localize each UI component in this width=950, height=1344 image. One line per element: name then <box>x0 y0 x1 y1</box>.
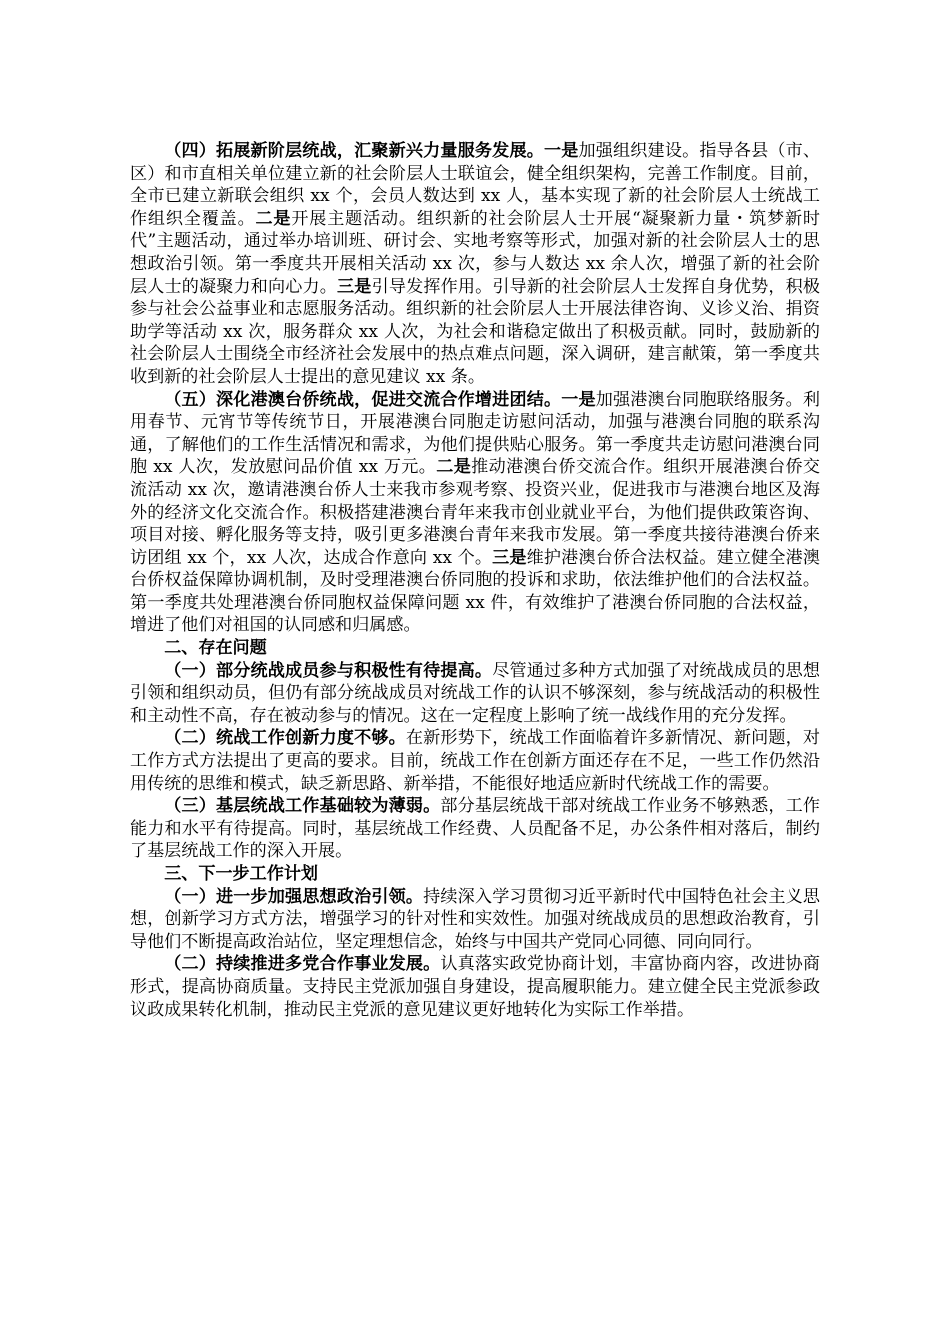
document-body <box>130 140 820 1021</box>
paragraph-text: 加强港澳台同胞联络服务。利用春节、元宵节等传统节日，开展港澳台同胞走访慰问活动，加强与港澳台同胞的联系沟通，了解他们的工作生活情况和需求，为他们提供贴心服务。第一季度共走访慰问港澳台同胞 xx 人次，发放慰问品价值 xx 万元。 <box>130 389 821 478</box>
paragraph-lead: （一）部分统战成员参与积极性有待提高。 <box>164 660 493 681</box>
emphasis-label: 三是 <box>337 276 372 297</box>
paragraph-lead: （五）深化港澳台侨统战，促进交流合作增进团结。 <box>164 389 562 410</box>
body-paragraph <box>130 727 820 795</box>
body-paragraph <box>130 886 820 954</box>
emphasis-label: 一是 <box>543 141 579 161</box>
paragraph-text: 推动港澳台侨交流合作。组织开展港澳台侨交流活动 xx 次，邀请港澳台侨人士来我市参观考察、投资兴业，促进我市与港澳台地区及海外的经济文化交流合作。积极搭建港澳台青年来我市创业就业平台，为他们提供政策咨询、项目对接、孵化服务等支持，吸引更多港澳台青年来我市发展。第一季度共接待港澳台侨来访团组 xx 个，xx 人次，达成合作意向 xx 个。 <box>130 457 821 568</box>
paragraph-text: 部分基层统战干部对统战工作业务不够熟悉，工作能力和水平有待提高。同时，基层统战工作经费、人员配备不足，办公条件相对落后，制约了基层统战工作的深入开展。 <box>130 796 820 862</box>
body-paragraph <box>130 795 820 863</box>
emphasis-label: 二是 <box>255 208 292 229</box>
section-heading: 二、存在问题 <box>164 638 267 659</box>
paragraph-lead: （四）拓展新阶层统战，汇聚新兴力量服务发展。 <box>164 141 544 161</box>
paragraph-text: 尽管通过多种方式加强了对统战成员的思想引领和组织动员，但仍有部分统战成员对统战工作的认识不够深刻，参与统战活动的积极性和主动性不高，存在被动参与的情况。这在一定程度上影响了统一战线作用的充分发挥。 <box>130 660 821 726</box>
paragraph-text: 在新形势下，统战工作面临着许多新情况、新问题，对工作方式方法提出了更高的要求。目前，统战工作在创新方面还存在不足，一些工作仍然沿用传统的思维和模式，缺乏新思路、新举措，不能很好地适应新时代统战工作的需要。 <box>130 728 821 794</box>
paragraph-lead: （二）持续推进多党合作事业发展。 <box>164 954 441 975</box>
section-heading: 三、下一步工作计划 <box>164 864 319 884</box>
paragraph-lead: （一）进一步加强思想政治引领。 <box>164 886 424 907</box>
emphasis-label: 二是 <box>436 457 472 478</box>
body-paragraph <box>130 660 820 728</box>
paragraph-text: 认真落实政党协商计划，丰富协商内容，改进协商形式，提高协商质量。支持民主党派加强自身建设，提高履职能力。建立健全民主党派参政议政成果转化机制，推动民主党派的意见建议更好地转化为实际工作举措。 <box>130 954 820 1020</box>
paragraph-text: 加强组织建设。指导各县（市、区）和市直相关单位建立新的社会阶层人士联谊会，健全组织架构，完善工作制度。目前，全市已建立新联会组织 xx 个，会员人数达到 xx 人，基本实现了新的社会阶层人士统战工作组织全覆盖。 <box>130 141 821 229</box>
paragraph-text: 引导发挥作用。引导新的社会阶层人士发挥自身优势，积极参与社会公益事业和志愿服务活动。组织新的社会阶层人士开展法律咨询、义诊义治、捐资助学等活动 xx 次，服务群众 xx 人次，为社会和谐稳定做出了积极贡献。同时，鼓励新的社会阶层人士围绕全市经济社会发展中的热点难点问题，深入调研，建言献策，第一季度共收到新的社会阶层人士提出的意见建议 xx 条。 <box>130 276 821 387</box>
body-paragraph <box>130 953 820 1021</box>
body-paragraph <box>130 389 820 638</box>
emphasis-label: 一是 <box>561 389 596 410</box>
emphasis-label: 三是 <box>492 547 527 568</box>
paragraph-text: 开展主题活动。组织新的社会阶层人士开展“凝聚新力量・筑梦新时代”主题活动，通过举办培训班、研讨会、实地考察等形式，加强对新的社会阶层人士的思想政治引领。第一季度共开展相关活动 xx 次，参与人数达 xx 余人次，增强了新的社会阶层人士的凝聚力和向心力。 <box>130 208 820 297</box>
body-paragraph <box>130 140 820 389</box>
paragraph-text: 维护港澳台侨合法权益。建立健全港澳台侨权益保障协调机制，及时受理港澳台侨同胞的投诉和求助，依法维护他们的合法权益。第一季度共处理港澳台侨同胞权益保障问题 xx 件，有效维护了港澳台侨同胞的合法权益，增进了他们对祖国的认同感和归属感。 <box>130 547 820 636</box>
paragraph-lead: （二）统战工作创新力度不够。 <box>164 728 406 749</box>
paragraph-text: 持续深入学习贯彻习近平新时代中国特色社会主义思想，创新学习方式方法，增强学习的针对性和实效性。加强对统战成员的思想政治教育，引导他们不断提高政治站位，坚定理想信念，始终与中国共产党同心同德、同向同行。 <box>130 886 821 952</box>
paragraph-lead: （三）基层统战工作基础较为薄弱。 <box>164 796 441 817</box>
